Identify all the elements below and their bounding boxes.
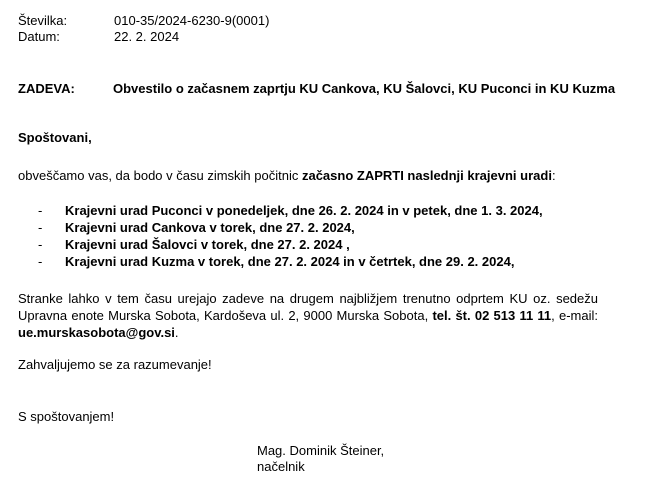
document-number-value: 010-35/2024-6230-9(0001) xyxy=(114,13,270,28)
info-text-email-label: , e-mail: xyxy=(551,308,598,323)
intro-colon: : xyxy=(551,168,556,183)
document-date-label: Datum: xyxy=(18,29,60,44)
info-paragraph xyxy=(18,290,598,341)
info-period: . xyxy=(174,325,179,340)
office-kuzma: Krajevni urad Kuzma v torek, dne 27. 2. 2024 in v četrtek, dne 29. 2. 2024, xyxy=(65,254,515,269)
phone-number: tel. št. 02 513 11 11 xyxy=(432,308,552,323)
greeting: Spoštovani, xyxy=(18,130,92,145)
signatory-title: načelnik xyxy=(257,459,305,474)
closing-line: S spoštovanjem! xyxy=(18,409,115,424)
intro-emphasis: začasno ZAPRTI naslednji krajevni uradi xyxy=(301,168,552,183)
subject-text: Obvestilo o začasnem zaprtju KU Cankova, KU Šalovci, KU Puconci in KU Kuzma xyxy=(113,81,616,96)
list-dash: - xyxy=(38,237,43,252)
office-salovci: Krajevni urad Šalovci v torek, dne 27. 2. 2024 , xyxy=(65,237,350,252)
signature-block xyxy=(257,443,384,475)
subject-label: ZADEVA: xyxy=(18,81,75,96)
list-dash: - xyxy=(38,254,43,269)
email-address[interactable]: ue.murskasobota@gov.si xyxy=(18,325,175,340)
thanks-line: Zahvaljujemo se za razumevanje! xyxy=(18,357,212,372)
intro-text: obveščamo vas, da bodo v času zimskih počitnic xyxy=(18,168,302,183)
intro-paragraph xyxy=(18,168,648,184)
list-dash: - xyxy=(38,220,43,235)
office-puconci: Krajevni urad Puconci v ponedeljek, dne 26. 2. 2024 in v petek, dne 1. 3. 2024, xyxy=(65,203,543,218)
signatory-name: Mag. Dominik Šteiner, xyxy=(257,443,385,458)
office-cankova: Krajevni urad Cankova v torek, dne 27. 2. 2024, xyxy=(65,220,355,235)
document-date-value: 22. 2. 2024 xyxy=(114,29,180,44)
info-text: Stranke lahko v tem času urejajo zadeve na drugem najbližjem trenutno odprtem KU oz. sedežu Upravna enote Murska Sobota, Kardoševa ul. 2, 9000 Murska Sobota, xyxy=(18,291,598,323)
document-number-label: Številka: xyxy=(18,13,68,28)
list-dash: - xyxy=(38,203,43,218)
